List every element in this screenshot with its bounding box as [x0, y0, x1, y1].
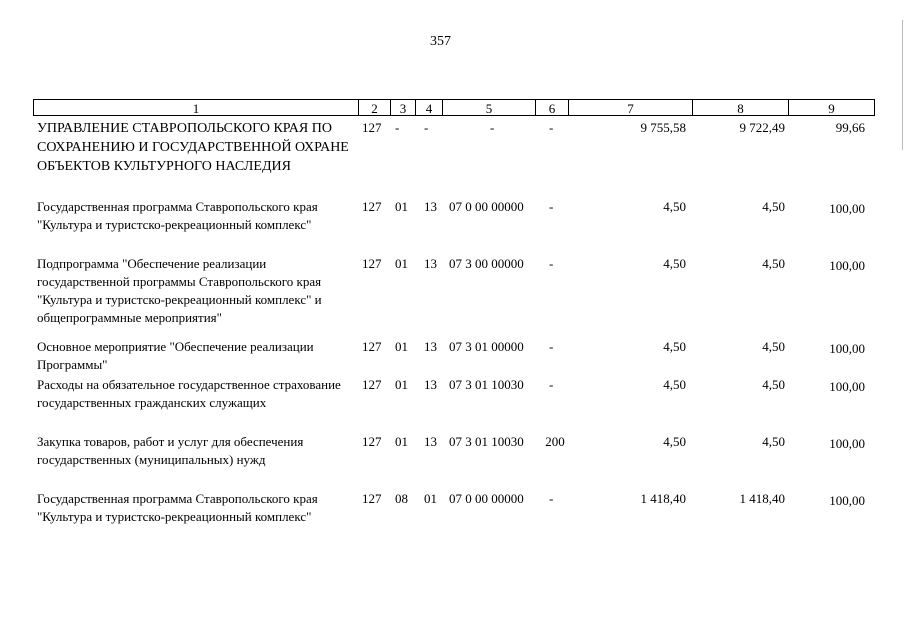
row-name: Основное мероприятие "Обеспечение реализации Программы" [37, 339, 314, 372]
row-subsection: 13 [424, 199, 437, 214]
row-ministry-code: 127 [362, 256, 382, 271]
row-name: Государственная программа Ставропольского края "Культура и туристско-рекреационный комплекс" [37, 199, 318, 232]
page-number: 357 [430, 34, 451, 49]
row-subsection: 13 [424, 339, 437, 354]
row-executed: 4,50 [762, 434, 785, 449]
row-percent: 100,00 [829, 493, 865, 508]
header-col-9: 9 [788, 100, 874, 116]
table-header [33, 99, 875, 116]
row-target-code: 07 3 01 10030 [449, 434, 524, 449]
row-percent: 100,00 [829, 258, 865, 273]
row-target-code: 07 3 01 10030 [449, 377, 524, 392]
row-subsection: 13 [424, 256, 437, 271]
header-col-8: 8 [692, 100, 788, 116]
row-planned: 1 418,40 [640, 491, 686, 506]
row-target-code: 07 0 00 00000 [449, 199, 524, 214]
header-col-3: 3 [390, 100, 415, 116]
row-expense-type: - [549, 256, 554, 271]
row-percent: 100,00 [829, 436, 865, 451]
row-name: Подпрограмма "Обеспечение реализации государственной программы Ставропольского края "Культура и туристско-рекреационный комплекс" и общепрограммные мероприятия" [37, 256, 322, 325]
row-target-code: 07 0 00 00000 [449, 491, 524, 506]
row-subsection: 01 [424, 491, 437, 506]
row-executed: 9 722,49 [739, 120, 785, 135]
row-name: Государственная программа Ставропольского края "Культура и туристско-рекреационный комплекс" [37, 491, 318, 524]
row-name: Закупка товаров, работ и услуг для обеспечения государственных (муниципальных) нужд [37, 434, 304, 467]
row-target-code: - [490, 120, 495, 135]
row-planned: 9 755,58 [640, 120, 686, 135]
header-col-1: 1 [192, 101, 200, 116]
header-col-5: 5 [442, 100, 535, 116]
row-subsection: - [424, 120, 429, 135]
row-executed: 1 418,40 [739, 491, 785, 506]
row-section: - [395, 120, 400, 135]
row-ministry-code: 127 [362, 339, 382, 354]
row-subsection: 13 [424, 434, 437, 449]
row-executed: 4,50 [762, 256, 785, 271]
row-section: 01 [395, 199, 408, 214]
row-section: 01 [395, 377, 408, 392]
row-name: Расходы на обязательное государственное страхование государственных гражданских служащих [37, 377, 341, 410]
header-col-6: 6 [535, 100, 568, 116]
header-col-7: 7 [568, 100, 692, 116]
scan-edge-line [901, 20, 903, 150]
row-planned: 4,50 [663, 256, 686, 271]
row-ministry-code: 127 [362, 434, 382, 449]
row-expense-type: 200 [545, 434, 565, 449]
row-ministry-code: 127 [362, 120, 382, 135]
row-expense-type: - [549, 120, 554, 135]
row-expense-type: - [549, 491, 554, 506]
row-expense-type: - [549, 339, 554, 354]
row-expense-type: - [549, 377, 554, 392]
row-percent: 100,00 [829, 379, 865, 394]
row-planned: 4,50 [663, 377, 686, 392]
row-section: 01 [395, 256, 408, 271]
row-percent: 100,00 [829, 341, 865, 356]
row-target-code: 07 3 01 00000 [449, 339, 524, 354]
row-ministry-code: 127 [362, 199, 382, 214]
header-col-4: 4 [415, 100, 442, 116]
row-ministry-code: 127 [362, 491, 382, 506]
row-planned: 4,50 [663, 199, 686, 214]
row-subsection: 13 [424, 377, 437, 392]
row-planned: 4,50 [663, 339, 686, 354]
row-executed: 4,50 [762, 339, 785, 354]
row-expense-type: - [549, 199, 554, 214]
row-percent: 99,66 [835, 120, 865, 135]
row-percent: 100,00 [829, 201, 865, 216]
row-name: УПРАВЛЕНИЕ СТАВРОПОЛЬСКОГО КРАЯ ПО СОХРАНЕНИЮ И ГОСУДАРСТВЕННОЙ ОХРАНЕ ОБЪЕКТОВ КУЛЬТУРНОГО НАСЛЕДИЯ [37, 121, 349, 174]
row-planned: 4,50 [663, 434, 686, 449]
row-ministry-code: 127 [362, 377, 382, 392]
header-col-2: 2 [358, 100, 390, 116]
row-section: 01 [395, 339, 408, 354]
row-section: 01 [395, 434, 408, 449]
row-section: 08 [395, 491, 408, 506]
row-target-code: 07 3 00 00000 [449, 256, 524, 271]
row-executed: 4,50 [762, 377, 785, 392]
row-executed: 4,50 [762, 199, 785, 214]
